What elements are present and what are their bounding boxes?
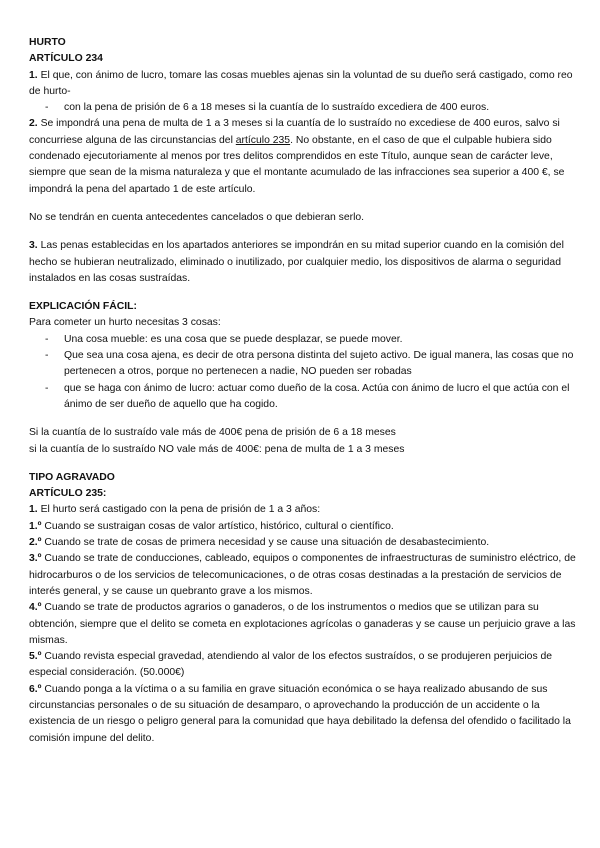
article-234-paragraph-2 [29,116,577,197]
article-235-title: ARTÍCULO 235: [29,488,107,500]
article-234-paragraph-3 [29,238,577,287]
item-number: 4.º [29,602,42,614]
list-item-text: Una cosa mueble: es una cosa que se puede desplazar, se puede mover. [64,333,403,345]
list-item [29,348,577,381]
section-heading-hurto: HURTO [29,37,66,48]
list-item-text: Que sea una cosa ajena, es decir de otra persona distinta del sujeto activo. De igual manera, las cosas que no pertenecen a otros, porque no pertenecen a nadie, NO pueden ser robadas [64,350,574,378]
paragraph-text: El hurto será castigado con la pena de prisión de 1 a 3 años: [40,504,321,516]
item-number: 5.º [29,651,42,663]
paragraph-text: Las penas establecidas en los apartados anteriores se impondrán en su mitad superior cuando en la comisión del hecho se hubieran neutralizado, eliminado o inutilizado, por cualquier medio, los dispositivos de alarma o seguridad instalados en las cosas sustraídas. [29,240,564,284]
dash-bullet: - [45,333,49,345]
section-heading-explicacion: EXPLICACIÓN FÁCIL: [29,301,137,313]
paragraph-number: 1. [29,69,38,81]
paragraph-text: Se impondrá una pena de multa de 1 a 3 meses si la cuantía de lo sustraído no excediese de 400 euros, salvo si concurriese alguna de las circunstancias del [29,118,560,146]
item-text: Cuando se trate de cosas de primera necesidad y se cause una situación de desabastecimiento. [44,537,490,549]
article-234-title: ARTÍCULO 234 [29,53,103,65]
item-text: Cuando ponga a la víctima o a su familia en grave situación económica o se haya realizado abusando de sus circunstancias personales o de su situación de desamparo, o aprovechando la producción de un accidente o la existencia de un riesgo o peligro general para la comunidad que haya debilitado la defensa del ofendido o facilitado la comisión impune del delito. [29,683,571,744]
dash-bullet: - [45,350,49,362]
paragraph-number: 2. [29,118,38,130]
paragraph-number: 1. [29,504,38,516]
dash-bullet: - [45,382,49,394]
paragraph-text: . No obstante, en el caso de que el culpable hubiera sido condenado ejecutoriamente al menos por tres delitos comprendidos en este Título, aunque sean de carácter leve, siempre que sean de la misma naturaleza y que el montante acumulado de las infracciones sea superior a 400 €, se impondrá la pena del apartado 1 de este artículo. [29,134,565,195]
item-number: 2.º [29,537,42,549]
section-heading-tipo-agravado: TIPO AGRAVADO [29,471,115,483]
agravante-item [29,551,577,600]
article-235-link[interactable]: artículo 235 [235,134,291,146]
note-antecedentes: No se tendrán en cuenta antecedentes cancelados o que debieran serlo. [29,211,365,223]
rule-over-400: Si la cuantía de lo sustraído vale más de 400€ pena de prisión de 6 a 18 meses [29,427,396,439]
item-text: Cuando se trate de conducciones, cableado, equipos o componentes de infraestructuras de suministro eléctrico, de hidrocarburos o de los servicios de telecomunicaciones, o de otras cosas destinadas a la prestación de servicios de interés general, y se cause un quebranto grave a los mismos. [29,553,576,597]
agravante-item [29,649,577,682]
explicacion-intro: Para cometer un hurto necesitas 3 cosas: [29,317,221,329]
list-item [29,100,577,116]
rule-under-400: si la cuantía de lo sustraído NO vale más de 400€: pena de multa de 1 a 3 meses [29,443,405,455]
agravante-item [29,535,577,551]
article-235-paragraph-1 [29,502,577,518]
document-page [29,35,577,747]
list-item-text: con la pena de prisión de 6 a 18 meses si la cuantía de lo sustraído excediera de 400 euros. [64,102,490,114]
item-text: Cuando se trate de productos agrarios o ganaderos, o de los instrumentos o medios que se utilizan para su obtención, siempre que el delito se cometa en explotaciones agrícolas o ganaderas y se cause un perjuicio grave a las mismas. [29,602,576,646]
item-number: 6.º [29,683,42,695]
list-item [29,381,577,414]
list-item [29,332,577,348]
agravante-item [29,519,577,535]
paragraph-number: 3. [29,240,38,252]
agravante-item [29,600,577,649]
list-item-text: que se haga con ánimo de lucro: actuar como dueño de la cosa. Actúa con ánimo de lucro el que actúa con el ánimo de ser dueño de aquello que ha cogido. [64,382,570,410]
article-234-paragraph-1 [29,68,577,101]
item-text: Cuando revista especial gravedad, atendiendo al valor de los efectos sustraídos, o se produjeren perjuicios de especial consideración. (50.000€) [29,651,553,679]
paragraph-text: El que, con ánimo de lucro, tomare las cosas muebles ajenas sin la voluntad de su dueño será castigado, como reo de hurto- [29,69,573,97]
item-text: Cuando se sustraigan cosas de valor artístico, histórico, cultural o científico. [44,520,394,532]
item-number: 3.º [29,553,42,565]
item-number: 1.º [29,520,42,532]
agravante-item [29,682,577,747]
dash-bullet: - [45,102,49,114]
